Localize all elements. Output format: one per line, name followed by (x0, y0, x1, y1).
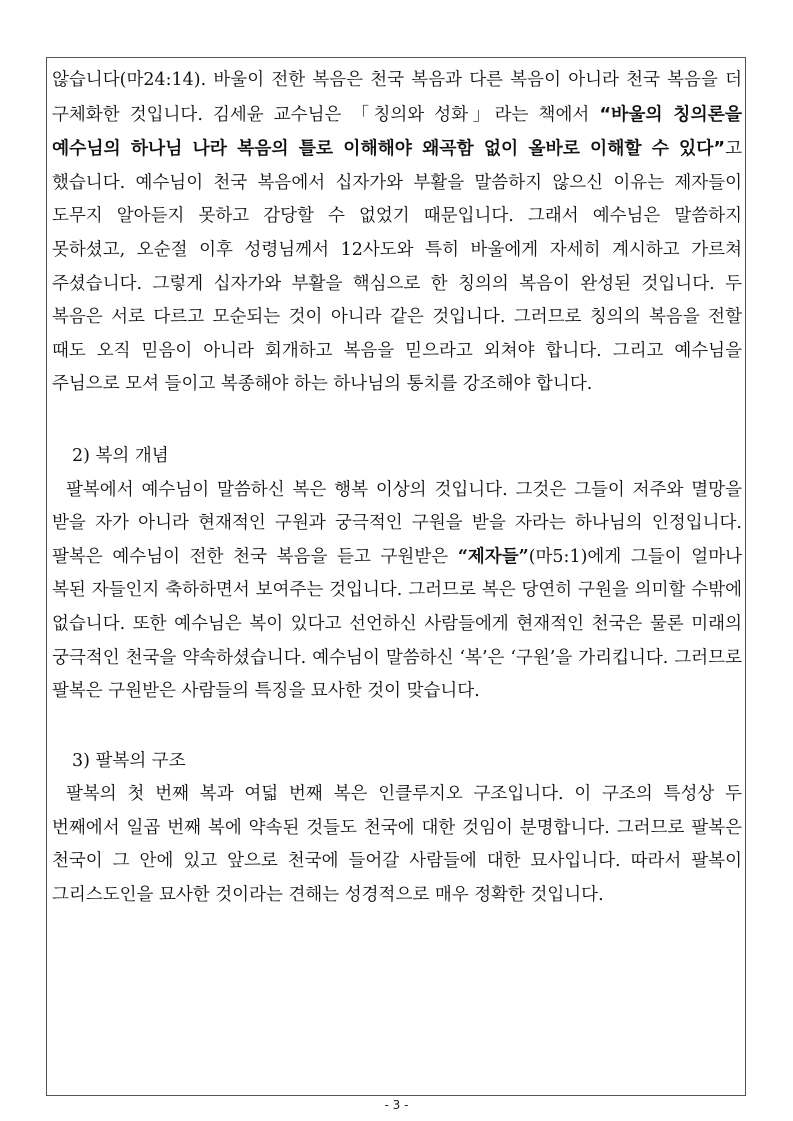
section-heading-beatitudes-structure: 3) 팔복의 구조 (72, 750, 186, 771)
document-body (52, 64, 742, 913)
paragraph-blessing-concept (52, 474, 742, 709)
page-number: - 3 - (384, 1098, 409, 1112)
spacer (52, 402, 742, 440)
paragraph-text: (마5:1)에게 그들이 얼마나 복된 자들인지 축하하면서 보여주는 것입니다. 그러므로 복은 당연히 구원을 의미할 수밖에 없습니다. 또한 예수님은 복이 있다고 선언하신 사람들에게 현재적인 천국은 물론 미래의 궁극적인 천국을 약속하셨습니다. 예수님이 말씀하신 ‘복’은 ‘구원’을 가리킵니다. 그러므로 팔복은 구원받은 사람들의 특징을 묘사한 것이 맞습니다. (52, 546, 742, 702)
paragraph-text: 않습니다(마24:14). 바울이 전한 복음은 천국 복음과 다른 복음이 아니라 천국 복음을 더 구체화한 것입니다. 김세윤 교수님은 「칭의와 성화」라는 책에서 (52, 70, 742, 125)
spacer (52, 709, 742, 745)
paragraph-beatitudes-structure: 팔복의 첫 번째 복과 여덟 번째 복은 인클루지오 구조입니다. 이 구조의 특성상 두 번째에서 일곱 번째 복에 약속된 것들도 천국에 대한 것임이 분명합니다. 그러므로 팔복은 천국이 그 안에 있고 앞으로 천국에 들어갈 사람들에 대한 묘사입니다. 따라서 팔복이 그리스도인을 묘사한 것이라는 견해는 성경적으로 매우 정확한 것입니다. (52, 784, 742, 906)
bold-quote: “바울의 칭의론을 예수님의 하나님 나라 복음의 틀로 이해해야 왜곡함 없이 올바로 이해할 수 있다” (52, 103, 742, 160)
paragraph-gospel (52, 64, 742, 402)
paragraph-text: 고 했습니다. 예수님이 천국 복음에서 십자가와 부활을 말씀하지 않으신 이유는 제자들이 도무지 알아듣지 못하고 감당할 수 없었기 때문입니다. 그래서 예수님은 말씀하지 못하셨고, 오순절 이후 성령님께서 12사도와 특히 바울에게 자세히 계시하고 가르쳐 주셨습니다. 그렇게 십자가와 부활을 핵심으로 한 칭의의 복음이 완성된 것입니다. 두 복음은 서로 다르고 모순되는 것이 아니라 같은 것입니다. 그러므로 칭의의 복음을 전할 때도 오직 믿음이 아니라 회개하고 복음을 믿으라고 외쳐야 합니다. 그리고 예수님을 주님으로 모셔 들이고 복종해야 하는 하나님의 통치를 강조해야 합니다. (52, 139, 742, 395)
bold-disciples: “제자들” (457, 546, 529, 567)
paragraph-text: 팔복에서 예수님이 말씀하신 복은 행복 이상의 것입니다. 그것은 그들이 저주와 멸망을 받을 자가 아니라 현재적인 구원과 궁극적인 구원을 받을 자라는 하나님의 인정입니다. 팔복은 예수님이 전한 천국 복음을 듣고 구원받은 (52, 479, 742, 567)
section-heading-blessing-concept: 2) 복의 개념 (72, 445, 169, 466)
